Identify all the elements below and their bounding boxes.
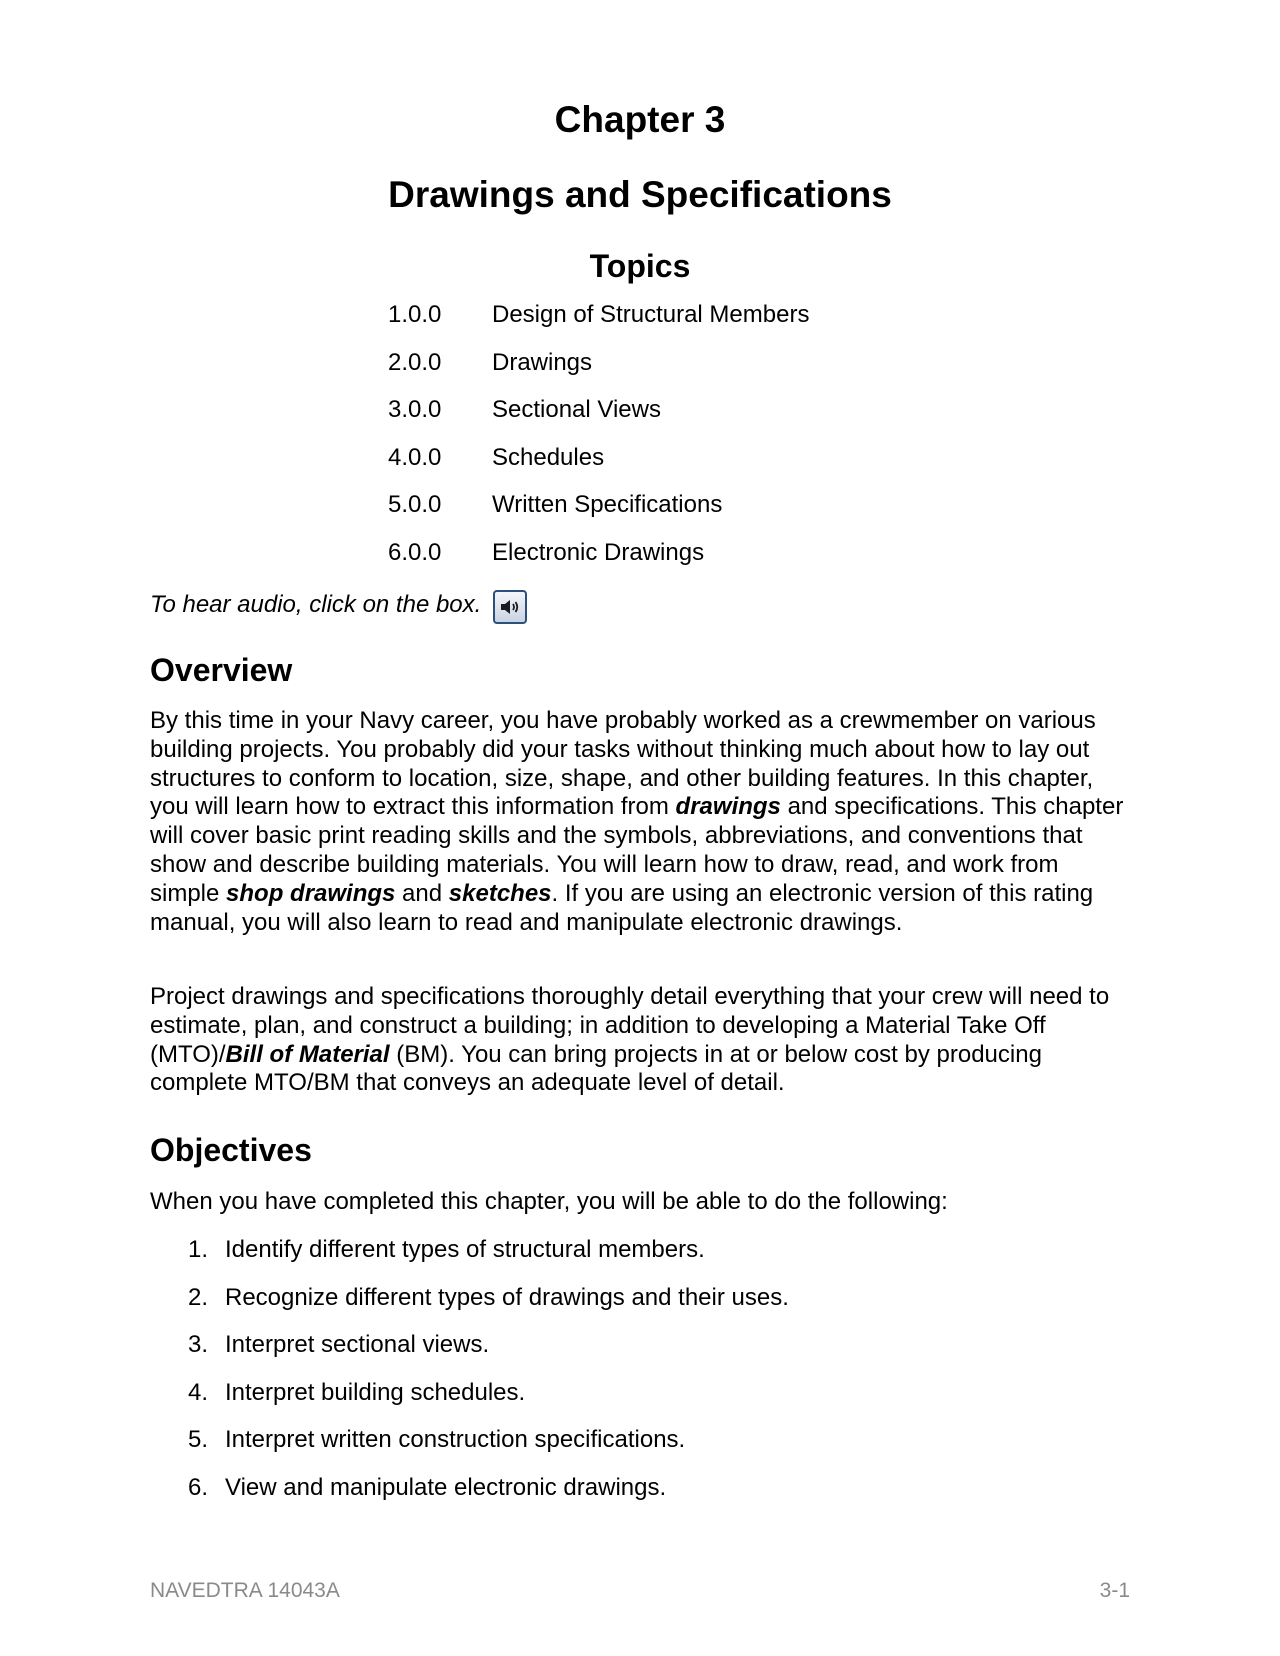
objective-item	[188, 1283, 789, 1331]
chapter-title: Drawings and Specifications	[388, 174, 892, 215]
objective-label: Interpret sectional views.	[225, 1331, 490, 1359]
topic-label: Sectional Views	[492, 396, 661, 424]
topics-list	[388, 300, 809, 586]
objectives-intro: When you have completed this chapter, you will be able to do the following:	[150, 1188, 948, 1215]
objective-number: 3.	[188, 1331, 209, 1359]
objective-item	[188, 1473, 789, 1521]
glossary-term-bill-of-material[interactable]: Bill of Material	[225, 1040, 390, 1068]
text-run: By this time in your Navy career, you have probably worked as a crewmember on various building projects. You probably did your tasks without thinking much about how to lay out structures to conform to location, size, shape, and other building features. In this chapter, you will learn how to extract this information from	[150, 707, 1096, 821]
objective-label: View and manipulate electronic drawings.	[225, 1473, 667, 1501]
topic-label: Electronic Drawings	[492, 538, 705, 566]
topic-number: 6.0.0	[388, 538, 442, 566]
objective-number: 4.	[188, 1378, 209, 1406]
topic-label: Schedules	[492, 443, 605, 471]
objective-number: 1.	[188, 1236, 209, 1263]
objective-item	[188, 1330, 789, 1378]
glossary-term-drawings[interactable]: drawings	[675, 793, 781, 821]
text-run: and	[395, 879, 449, 907]
text-run: Project drawings and specifications thoroughly detail everything that your crew will need to estimate, plan, and construct a building; in addition to developing a Material Take Off (MTO)/	[150, 983, 1110, 1068]
objective-label: Recognize different types of drawings and their uses.	[225, 1283, 789, 1311]
chapter-number: Chapter 3	[554, 99, 726, 140]
footer-page-number: 3-1	[1099, 1579, 1130, 1602]
topic-item	[388, 395, 809, 443]
glossary-term-shop-drawings[interactable]: shop drawings	[226, 879, 396, 907]
objectives-heading: Objectives	[150, 1132, 312, 1168]
objective-number: 5.	[188, 1426, 209, 1454]
objective-label: Interpret building schedules.	[225, 1378, 526, 1406]
topic-item	[388, 300, 809, 348]
topic-number: 1.0.0	[388, 301, 442, 328]
topic-item	[388, 348, 809, 396]
topic-item	[388, 443, 809, 491]
text-run: . If you are using an electronic version of this rating manual, you will also learn to read and manipulate electronic drawings.	[150, 879, 1094, 936]
overview-heading: Overview	[150, 652, 293, 688]
objective-item	[188, 1425, 789, 1473]
objective-number: 6.	[188, 1473, 209, 1501]
document-page	[150, 0, 1130, 1656]
objectives-list	[188, 1235, 789, 1521]
topic-number: 2.0.0	[388, 348, 442, 376]
topics-heading: Topics	[589, 248, 691, 284]
objective-item	[188, 1378, 789, 1426]
topic-number: 4.0.0	[388, 443, 442, 471]
footer-document-id: NAVEDTRA 14043A	[150, 1579, 340, 1602]
topic-label: Design of Structural Members	[492, 301, 810, 328]
speaker-icon	[498, 595, 522, 619]
topic-item	[388, 538, 809, 586]
text-run: (BM). You can bring projects in at or below cost by producing complete MTO/BM that conveys an adequate level of detail.	[150, 1040, 1042, 1097]
overview-paragraph-1	[150, 707, 1130, 937]
objective-number: 2.	[188, 1283, 209, 1311]
objective-item	[188, 1235, 789, 1283]
audio-button[interactable]	[493, 590, 527, 624]
objective-label: Identify different types of structural members.	[225, 1236, 705, 1263]
topic-label: Drawings	[492, 348, 593, 376]
audio-prompt-line	[150, 588, 527, 622]
text-run: and specifications. This chapter will cover basic print reading skills and the symbols, abbreviations, and conventions that show and describe building materials. You will learn how to draw, read, and work from simple	[150, 793, 1124, 907]
topic-number: 5.0.0	[388, 491, 442, 519]
overview-paragraph-2	[150, 983, 1130, 1098]
audio-prompt-text: To hear audio, click on the box.	[150, 591, 482, 618]
objective-label: Interpret written construction specifications.	[225, 1426, 686, 1454]
glossary-term-sketches[interactable]: sketches	[448, 879, 552, 907]
topic-number: 3.0.0	[388, 396, 442, 424]
topic-item	[388, 490, 809, 538]
topic-label: Written Specifications	[492, 491, 723, 519]
